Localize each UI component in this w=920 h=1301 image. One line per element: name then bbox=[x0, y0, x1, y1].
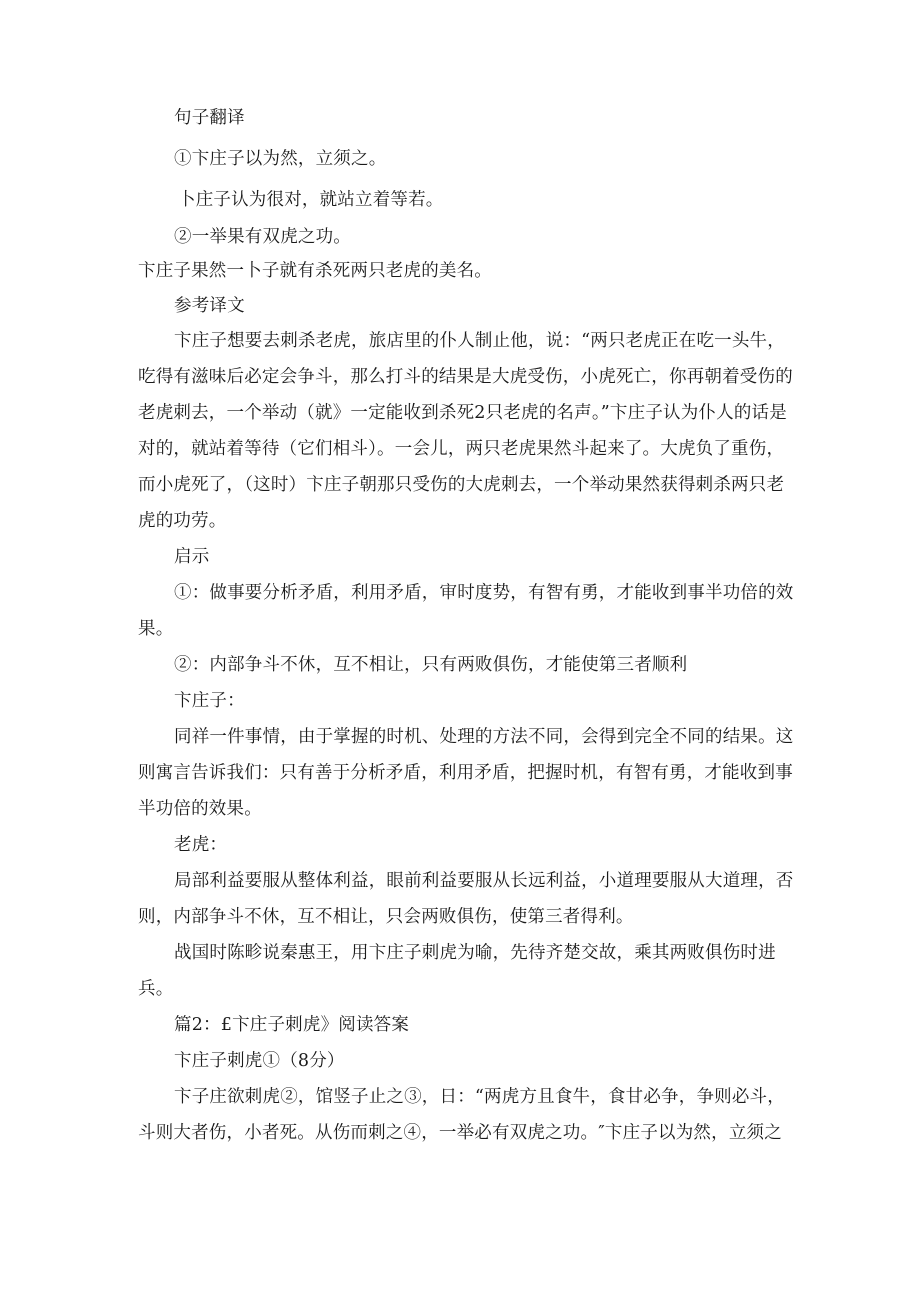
paragraph-line: 同祥一件事情，由于掌握的时机、处理的方法不同，会得到完全不同的结果。这 bbox=[174, 727, 794, 747]
paragraph-line: 卞子庄欲刺虎②，馆竖子止之③，日：“两虎方且食牛，食甘必争，争则必斗， bbox=[174, 1087, 785, 1107]
heading-bian-zhuangzi: 卞庄子： bbox=[174, 691, 245, 711]
paragraph-line: 战国时陈畛说秦惠王，用卞庄子刺虎为喻，先待齐楚交故，乘其两败俱伤时进 bbox=[174, 943, 776, 963]
paragraph-line: 吃得有滋味后必定会争斗，那么打斗的结果是大虎受伤，小虎死亡，你再朝着受伤的 bbox=[138, 367, 793, 387]
sentence-2-original: ②一举果有双虎之功。 bbox=[174, 227, 351, 247]
heading-tiger: 老虎： bbox=[174, 835, 228, 855]
paragraph-line: 对的，就站着等待（它们相斗）。一会儿，两只老虎果然斗起来了。大虎负了重伤， bbox=[138, 439, 785, 459]
paragraph-line: 则，内部争斗不休，互不相让，只会两败俱伤，使第三者得利。 bbox=[138, 907, 634, 927]
revelation-item-1: ①：做事要分析矛盾，利用矛盾，审时度势，有智有勇，才能收到事半功倍的效 bbox=[174, 583, 794, 603]
heading-revelation: 启示 bbox=[174, 547, 210, 567]
heading-sentence-translation: 句子翻译 bbox=[174, 108, 245, 128]
paragraph-line: 兵。 bbox=[138, 979, 174, 999]
paragraph-line: 则寓言告诉我们：只有善于分析矛盾，利用矛盾，把握时机，有智有勇，才能收到事 bbox=[138, 763, 793, 783]
heading-text-title: 卞庄子刺虎①（8分） bbox=[174, 1051, 345, 1071]
paragraph-line: 半功倍的效果。 bbox=[138, 799, 262, 819]
paragraph-line: 卞庄子想要去刺杀老虎，旅店里的仆人制止他，说：“两只老虎正在吃一头牛， bbox=[174, 331, 785, 351]
heading-article-2: 篇2：£卞庄子刺虎》阅读答案 bbox=[174, 1015, 410, 1035]
paragraph-line: 局部利益要服从整体利益，眼前利益要服从长远利益，小道理要服从大道理，否 bbox=[174, 871, 794, 891]
paragraph-line: 老虎刺去，一个举动（就》一定能收到杀死2只老虎的名声。”卞庄子认为仆人的话是 bbox=[138, 403, 787, 423]
heading-reference-translation: 参考译文 bbox=[174, 296, 245, 316]
paragraph-line: 斗则大者伤，小者死。从伤而刺之④，一举必有双虎之功。″卞庄子以为然，立须之 bbox=[138, 1123, 782, 1143]
paragraph-line: 虎的功劳。 bbox=[138, 511, 227, 531]
sentence-1-original: ①卞庄子以为然，立须之。 bbox=[174, 149, 387, 169]
revelation-item-2: ②：内部争斗不休，互不相让，只有两败俱伤，才能使第三者顺利 bbox=[174, 655, 688, 675]
sentence-2-translation: 卞庄子果然一卜子就有杀死两只老虎的美名。 bbox=[138, 261, 492, 281]
revelation-item-1-cont: 果。 bbox=[138, 619, 174, 639]
paragraph-line: 而小虎死了，（这时）卞庄子朝那只受伤的大虎刺去，一个举动果然获得刺杀两只老 bbox=[138, 475, 785, 495]
sentence-1-translation: 卜庄子认为很对，就站立着等若。 bbox=[178, 190, 444, 210]
